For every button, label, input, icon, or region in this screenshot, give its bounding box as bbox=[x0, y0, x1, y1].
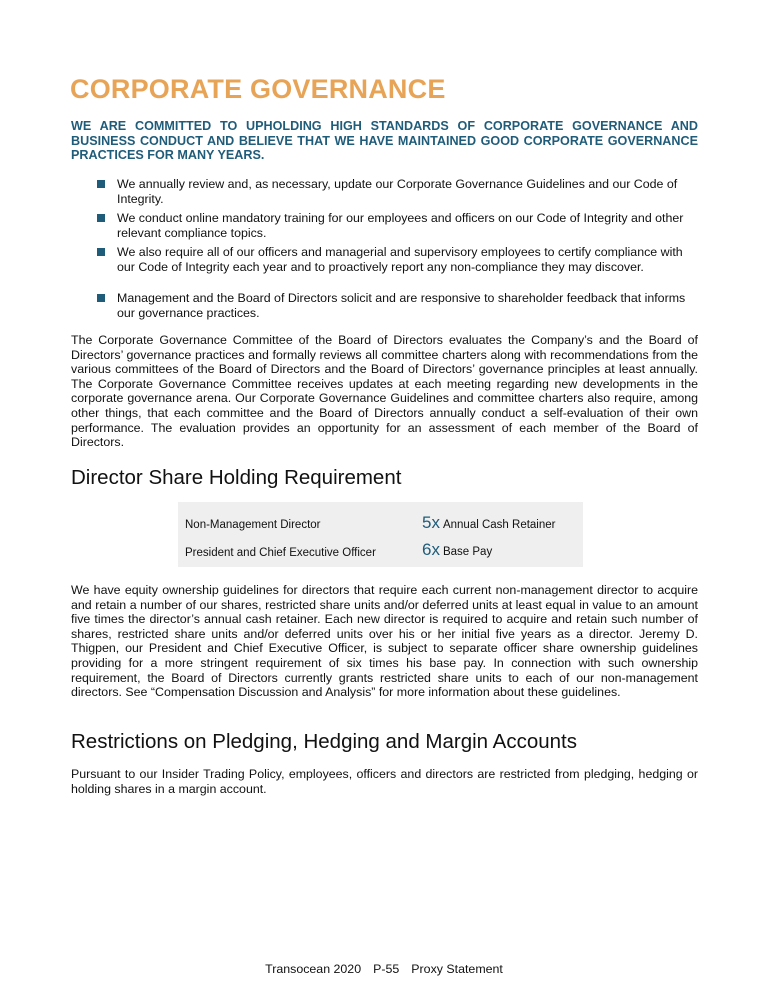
square-bullet-icon bbox=[97, 214, 105, 222]
square-bullet-icon bbox=[97, 248, 105, 256]
page-footer bbox=[0, 962, 768, 976]
multiple: 6x bbox=[422, 540, 440, 559]
pledging-paragraph: Pursuant to our Insider Trading Policy, employees, officers and directors are restricted from pledging, hedging or holding shares in a margin account. bbox=[71, 767, 698, 796]
bullet-item bbox=[95, 177, 698, 206]
footer-page-number: P-55 bbox=[373, 962, 400, 976]
role-label: Non-Management Director bbox=[185, 519, 321, 531]
basis: Base Pay bbox=[442, 546, 493, 558]
section-heading-pledging: Restrictions on Pledging, Hedging and Margin Accounts bbox=[71, 730, 577, 753]
share-holding-table bbox=[178, 502, 583, 567]
bullet-text: We annually review and, as necessary, update our Corporate Governance Guidelines and our Code of Integrity. bbox=[117, 177, 678, 206]
square-bullet-icon bbox=[97, 180, 105, 188]
bullet-item bbox=[95, 245, 698, 274]
role-label: President and Chief Executive Officer bbox=[185, 547, 376, 559]
multiple: 5x bbox=[422, 513, 440, 532]
page-title: CORPORATE GOVERNANCE bbox=[70, 74, 446, 104]
bullet-text: We conduct online mandatory training for our employees and officers on our Code of Integrity and other relevant compliance topics. bbox=[117, 211, 684, 240]
bullet-text: We also require all of our officers and managerial and supervisory employees to certify compliance with our Code of Integrity each year and to proactively report any non-compliance they may discover. bbox=[117, 245, 683, 274]
footer-company: Transocean 2020 bbox=[265, 962, 362, 976]
governance-paragraph: The Corporate Governance Committee of the Board of Directors evaluates the Company’s and the Board of Directors’ governance practices and formally reviews all committee charters along with recommendations from the various committees of the Board of Directors and the Board of Directors’ governance principles at least annually. The Corporate Governance Committee receives updates at each meeting regarding new developments in the corporate governance arena. Our Corporate Governance Guidelines and committee charters also require, among other things, that each committee and the Board of Directors annually conduct a self-evaluation of their own performance. The evaluation provides an opportunity for an assessment of each member of the Board of Directors. bbox=[71, 333, 698, 450]
bullet-item bbox=[95, 291, 698, 320]
bullet-item bbox=[95, 211, 698, 240]
lead-statement: WE ARE COMMITTED TO UPHOLDING HIGH STANDARDS OF CORPORATE GOVERNANCE AND BUSINESS CONDUCT AND BELIEVE THAT WE HAVE MAINTAINED GOOD CORPORATE GOVERNANCE PRACTICES FOR MANY YEARS. bbox=[71, 119, 698, 163]
section-heading-share-holding: Director Share Holding Requirement bbox=[71, 466, 402, 489]
square-bullet-icon bbox=[97, 294, 105, 302]
footer-document: Proxy Statement bbox=[411, 962, 503, 976]
basis: Annual Cash Retainer bbox=[442, 519, 556, 531]
requirement-value bbox=[422, 540, 492, 560]
bullet-text: Management and the Board of Directors solicit and are responsive to shareholder feedback that informs our governance practices. bbox=[117, 291, 686, 320]
ownership-paragraph: We have equity ownership guidelines for directors that require each current non-management director to acquire and retain a number of our shares, restricted share units and/or deferred units at least equal in value to an amount five times the director’s annual cash retainer. Each new director is required to acquire and retain such number of shares, restricted share units and/or deferred units over his or her initial five years as a director. Jeremy D. Thigpen, our President and Chief Executive Officer, is subject to separate officer share ownership guidelines providing for a more stringent requirement of six times his base pay. In connection with such ownership requirement, the Board of Directors currently grants restricted share units to each of our non-management directors. See “Compensation Discussion and Analysis” for more information about these guidelines. bbox=[71, 583, 698, 700]
requirement-value bbox=[422, 513, 555, 533]
